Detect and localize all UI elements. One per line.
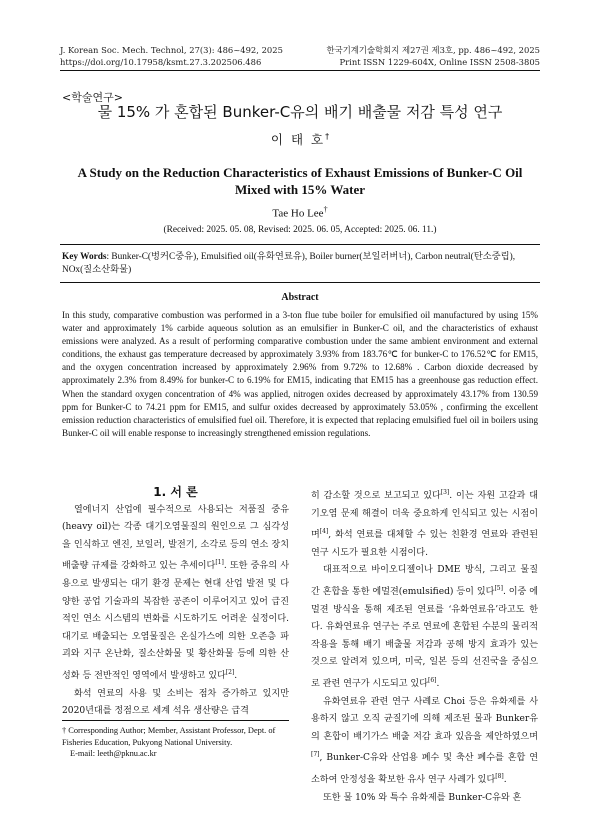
footnote-divider [62,720,289,721]
korean-author [60,130,540,148]
citation[interactable]: [5] [494,585,503,593]
footnote-email[interactable]: E-mail: leeth@pknu.ac.kr [70,749,157,758]
left-column [62,484,289,721]
footnote-affiliation: † Corresponding Author; Member, Assistant Professor, Dept. of Fisheries Education, Pukyong National University. [62,726,276,747]
running-header [60,44,540,68]
corresponding-mark: † [325,131,330,141]
paragraph: 히 감소할 것으로 보고되고 있다[3]. 이는 자원 고갈과 대기오염 문제 해결이 더욱 중요하게 인식되고 있는 시점이며[4], 화석 연료를 대체할 수 있는 친환경 연료와 관련된 연구 시도가 필요한 시점이다. [311,489,538,558]
keywords-top-rule [60,244,540,245]
right-column [311,484,538,807]
abstract-body: In this study, comparative combustion was performed in a 3-ton flue tube boiler for emulsified oil manufactured by using 15% water and approximately 1% carbide aqueous solution as an emulsifier in Bunker-C oil, and the characteristics of exhaust emissions were analyzed. As a result of performing comparative combustion under the same ambient environment and external conditions, the exhaust gas temperature decreased by approximately 3.93% from 183.76℃ for bunker-C to 176.52℃ for EM15, and the oxygen concentration increased by approximately 2.96% from 9.72% to 12.68% . Carbon dioxide decreased by approximately 2.3% from 8.49% for bunker-C to 6.19% for EM15, indicating that EM15 has a greenhouse gas reduction effect. When the standard oxygen concentration of 4% was applied, nitrogen oxides decreased by approximately 43.17% from 130.59 ppm for Bunker-C to 74.21 ppm for EM15, and sulfur oxides decreased by approximately 53.05% , confirming the excellent emission reduction characteristics of emulsified fuel oil. Therefore, it is expected that replacing emulsified fuel oil in boilers using Bunker-C oil will enable response to increasingly strengthened emission regulations. [62,310,538,438]
section-heading: 1. 서 론 [153,485,198,499]
keywords-label: Key Words [62,252,107,262]
citation[interactable]: [6] [427,677,437,685]
paragraph: 또한 물 10% 와 특수 유화제를 Bunker-C유와 혼 [323,792,522,803]
abstract-heading: Abstract [281,292,319,303]
issn-info: Print ISSN 1229-604X, Online ISSN 2508-3805 [339,57,540,67]
citation[interactable]: [8] [495,773,504,781]
article-category: <학술연구> [62,91,123,104]
citation[interactable]: [3] [440,489,450,496]
journal-citation-korean: 한국기계기술학회지 제27권 제3호, pp. 486~492, 2025 [326,45,540,55]
english-author [60,205,540,220]
english-title-line-2: Mixed with 15% Water [234,182,366,197]
citation[interactable]: [7] [311,751,320,759]
keywords [62,251,536,277]
english-title [60,164,540,198]
english-author-name: Tae Ho Lee [272,207,324,220]
header-divider [60,70,540,71]
paragraph: 대표적으로 바이오디젤이나 DME 방식, 그리고 물질간 혼합을 통한 에멀젼(emulsified) 등이 있다[5]. 이중 에멀젼 방식을 통해 제조된 연료를 ‘유화연료유’라고도 한다. 유화연료유 연구는 주로 연료에 혼합된 수분의 물리적 작용을 통해 배기 배출물 저감과 공해 방지 효과가 있는 것으로 알려져 있으며, 미국, 일본 등의 선진국을 중심으로 관련 연구가 시도되고 있다[6]. [311,565,538,690]
citation[interactable]: [1] [215,559,224,567]
footnote [62,725,289,760]
paragraph: 열에너지 산업에 필수적으로 사용되는 저품질 중유(heavy oil)는 각종 대기오염물질의 원인으로 그 심각성을 인식하고 엔진, 보일러, 발전기, 소각로 등의 연소 장치 배출량 규제를 강화하고 있는 추세이다[1]. 또한 중유의 사용으로 발생되는 대기 환경 문제는 현대 산업 발전 및 다양한 공업 기술과의 복잡한 공존이 이루어지고 있어 급진적인 연소 시스템의 변화를 시도하기도 어려운 실정이다. 대기로 배출되는 오염물질은 온실가스에 의한 오존층 파괴와 지구 온난화, 질소산화물 및 황산화물 등에 의한 산성화 등 전반적인 영역에서 발생하고 있다[2]. [62,504,289,681]
doi-link[interactable]: https://doi.org/10.17958/ksmt.27.3.202506.486 [60,57,262,67]
english-title-line-1: A Study on the Reduction Characteristics of Exhaust Emissions of Bunker-C Oil [77,165,523,180]
korean-author-name: 이 태 호 [270,132,326,147]
corresponding-mark: † [323,205,328,214]
paragraph: 유화연료유 관련 연구 사례로 Choi 등은 유화제를 사용하지 않고 오직 균질기에 의해 제조된 물과 Bunker유의 혼합이 배기가스 배출 저감 효과 있음을 제안하였으며[7], Bunker-C유와 산업용 폐수 및 축산 폐수를 혼합 연소하여 안정성을 확보한 유사 연구 사례가 있다[8]. [311,696,538,786]
paragraph: 화석 연료의 사용 및 소비는 점차 증가하고 있지만 2020년대를 정점으로 세계 석유 생산량은 급격 [62,688,289,717]
korean-title: 물 15% 가 혼합된 Bunker-C유의 배기 배출물 저감 특성 연구 [97,103,503,121]
citation[interactable]: [4] [319,528,329,536]
journal-citation: J. Korean Soc. Mech. Technol, 27(3): 486~492, 2025 [60,45,283,55]
keywords-bottom-rule [60,282,540,283]
received-dates: (Received: 2025. 05. 08, Revised: 2025. 06. 05, Accepted: 2025. 06. 11.) [163,225,437,235]
citation[interactable]: [2] [225,668,235,676]
keywords-text: : Bunker-C(벙커C중유), Emulsified oil(유화연료유), Boiler burner(보일러버너), Carbon neutral(탄소중립), NOx(질소산화물) [62,252,516,275]
